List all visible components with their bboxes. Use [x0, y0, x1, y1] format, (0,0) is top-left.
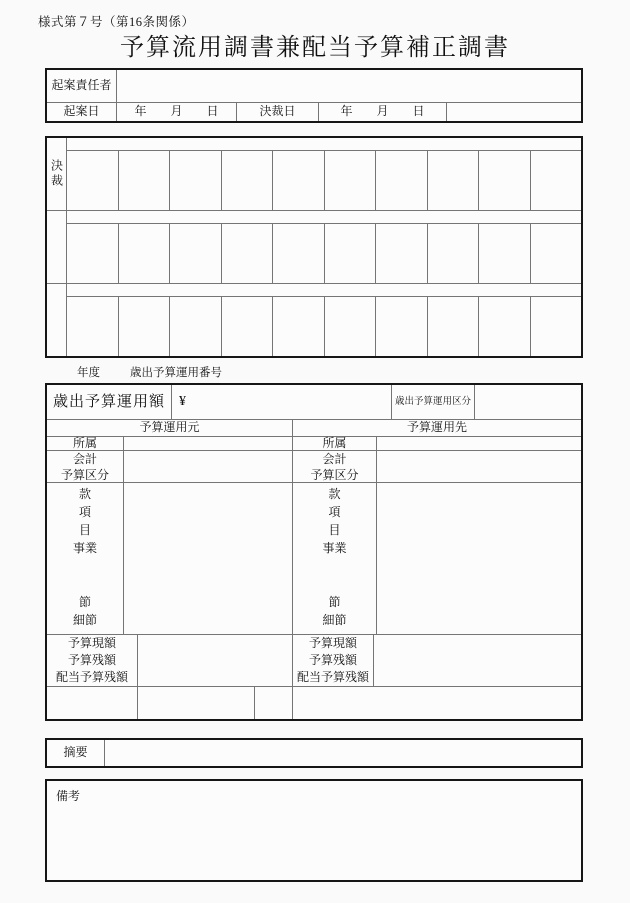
budget-class-label-source: 予算区分: [60, 467, 109, 482]
remarks-label: 備考: [56, 789, 81, 803]
amount-row: [47, 385, 581, 420]
hierarchy-value-source: [124, 483, 292, 634]
approval-cells-row: [67, 297, 581, 356]
approval-cells-row: [67, 151, 581, 210]
approval-row: [47, 283, 581, 356]
approval-cell: [530, 224, 582, 283]
affiliation-label-dest: 所属: [293, 437, 377, 450]
approval-cell: [478, 151, 530, 210]
current-amount-label-dest: 予算現額: [308, 636, 357, 650]
remarks-box: [45, 779, 583, 882]
remaining-amount-label-dest: 予算残額: [308, 653, 357, 667]
approval-cell: [427, 224, 479, 283]
approval-date-label: 決裁日: [237, 103, 319, 121]
hierarchy-label-line: [293, 575, 376, 593]
approval-cell: [375, 151, 427, 210]
amounts-value-source: [138, 635, 292, 686]
summary-value-cell: [105, 740, 581, 766]
hierarchy-label-line: 事業: [72, 541, 97, 555]
bottom-cell-1: [47, 687, 138, 719]
allocated-remaining-label-source: 配当予算残額: [55, 670, 128, 684]
draft-date-value: 年 月 日: [117, 103, 237, 121]
approval-cell: [67, 224, 118, 283]
approval-cell: [272, 224, 324, 283]
approval-cell: [530, 297, 582, 356]
approval-cell: [272, 297, 324, 356]
form-number: 様式第７号（第16条関係）: [38, 15, 195, 29]
approval-cell: [221, 151, 273, 210]
account-budget-row: [47, 451, 581, 483]
hierarchy-label-line: 事業: [322, 541, 347, 555]
approval-cell: [118, 151, 170, 210]
allocated-remaining-label-dest: 配当予算残額: [296, 670, 369, 684]
remaining-amount-label-source: 予算残額: [67, 653, 116, 667]
drafter-label: 起案責任者: [47, 70, 117, 102]
approval-row: [47, 210, 581, 283]
approval-cell: [324, 151, 376, 210]
hierarchy-label-line: 項: [78, 505, 91, 519]
hierarchy-label-line: 節: [78, 595, 91, 609]
hierarchy-label-line: 目: [78, 523, 91, 537]
hierarchy-label-line: 款: [78, 487, 91, 501]
hierarchy-row: [47, 483, 581, 635]
main-table: [45, 383, 583, 721]
bottom-cell-dest: [293, 687, 581, 719]
approval-cell: [67, 151, 118, 210]
approval-label-cell: [47, 284, 67, 356]
approval-cell: [427, 297, 479, 356]
approval-cell: [375, 297, 427, 356]
bottom-cell-3: [255, 687, 292, 719]
account-label-source: 会計: [72, 451, 97, 466]
approval-cell: [118, 297, 170, 356]
approval-cell: [169, 224, 221, 283]
affiliation-row: [47, 437, 581, 451]
approval-cells-row: [67, 224, 581, 283]
approval-cell: [169, 151, 221, 210]
approval-cell: [169, 297, 221, 356]
drafter-value-cell: [117, 70, 581, 102]
operation-number-label: 歳出予算運用番号: [130, 367, 222, 379]
amount-label: 歳出予算運用額: [47, 385, 172, 419]
approval-label: 決裁: [49, 159, 64, 189]
account-value-dest: [377, 451, 581, 482]
hierarchy-labels-source: [47, 483, 124, 634]
approval-strip: [67, 284, 581, 297]
account-label-dest: 会計: [322, 451, 347, 466]
account-value-source: [124, 451, 292, 482]
approval-cell: [272, 151, 324, 210]
bottom-row: [47, 687, 581, 719]
draft-date-label: 起案日: [47, 103, 117, 121]
budget-class-label-dest: 予算区分: [310, 467, 359, 482]
hierarchy-label-line: 細節: [72, 613, 97, 627]
approval-cell: [221, 297, 273, 356]
affiliation-value-dest: [377, 437, 581, 450]
hierarchy-label-line: [47, 557, 123, 575]
hierarchy-label-line: 目: [328, 523, 341, 537]
bottom-cell-2: [138, 687, 255, 719]
approval-strip: [67, 211, 581, 224]
approval-row: [47, 138, 581, 210]
approval-cell: [324, 224, 376, 283]
approval-cell: [67, 297, 118, 356]
approval-label-cell: [47, 138, 67, 210]
hierarchy-label-line: 項: [328, 505, 341, 519]
hierarchy-value-dest: [377, 483, 581, 634]
approval-cell: [478, 224, 530, 283]
category-value-cell: [475, 385, 581, 419]
current-amount-label-source: 予算現額: [67, 636, 116, 650]
summary-label: 摘要: [47, 740, 105, 766]
source-header: 予算運用元: [47, 420, 293, 436]
approval-cell: [375, 224, 427, 283]
summary-table: [45, 738, 583, 768]
approval-label-cell: [47, 211, 67, 283]
hierarchy-label-line: 細節: [322, 613, 347, 627]
category-label: 歳出予算運用区分: [392, 385, 475, 419]
approval-grid: [45, 136, 583, 358]
header-table: [45, 68, 583, 123]
approval-cell: [324, 297, 376, 356]
approval-date-value: 年 月 日: [319, 103, 447, 121]
hierarchy-label-line: [293, 557, 376, 575]
hierarchy-label-line: 節: [328, 595, 341, 609]
affiliation-label-source: 所属: [47, 437, 124, 450]
page-title: 予算流用調書兼配当予算補正調書: [120, 35, 510, 61]
approval-cell: [221, 224, 273, 283]
approval-cell: [118, 224, 170, 283]
fiscal-year-label: 年度: [77, 367, 100, 379]
source-dest-header-row: [47, 420, 581, 437]
hierarchy-labels-dest: [293, 483, 377, 634]
amount-value-cell: ¥: [172, 385, 392, 419]
destination-header: 予算運用先: [406, 420, 467, 435]
amounts-row: [47, 635, 581, 687]
approval-cell: [427, 151, 479, 210]
approval-cell: [478, 297, 530, 356]
hierarchy-label-line: 款: [328, 487, 341, 501]
approval-strip: [67, 138, 581, 151]
approval-cell: [530, 151, 582, 210]
amounts-value-dest: [374, 635, 581, 686]
header-extra-cell: [447, 103, 581, 121]
hierarchy-label-line: [47, 575, 123, 593]
affiliation-value-source: [124, 437, 292, 450]
